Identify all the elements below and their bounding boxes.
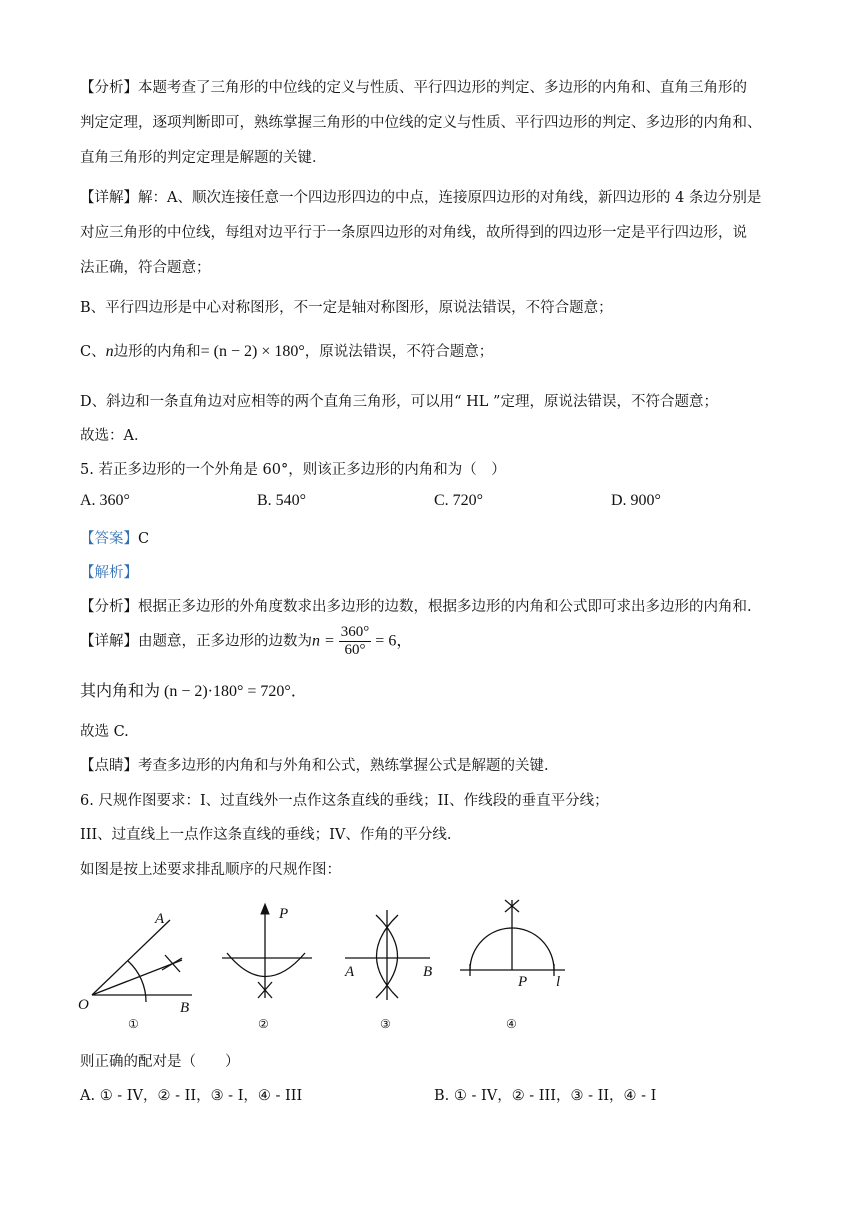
q4-c-suffix: ，原说法错误，不符合题意； [304, 344, 494, 360]
q4-detail-text-1: 解：A、顺次连接任意一个四边形四边的中点，连接原四边形的对角线，新四边形的 4 条边分别是 [138, 190, 762, 206]
q5-eq-right: = 6， [375, 632, 413, 650]
fig3-label-a: A [345, 964, 355, 980]
answer-tag: 【答案】 [80, 531, 138, 547]
fig1-ray-oa [92, 920, 170, 995]
q6-question: 则正确的配对是（ ） [80, 1054, 240, 1070]
fig4-label-p: P [518, 974, 528, 990]
q6-construction-figures [0, 890, 868, 1040]
q4-option-c-line [80, 340, 493, 361]
fig1-cross-2 [162, 958, 182, 970]
fig1-arc [128, 961, 146, 1002]
q6-option-b: B. ① - IV，② - III，③ - II，④ - I [434, 1088, 657, 1104]
q5-comment-text: 考查多边形的内角和与外角和公式，熟练掌握公式是解题的关键. [138, 758, 549, 774]
q5-option-d: D. 900° [611, 492, 661, 509]
fig2-label-p: P [279, 906, 289, 922]
q4-option-b-line: B、平行四边形是中心对称图形，不一定是轴对称图形，原说法错误，不符合题意； [80, 300, 613, 316]
fig4-number: ④ [506, 1017, 517, 1031]
q5-analysis-text: 根据正多边形的外角度数求出多边形的边数，根据多边形的内角和公式即可求出多边形的内角和. [138, 599, 752, 615]
analysis-tag: 【分析】 [80, 80, 138, 96]
fig2-number: ② [258, 1017, 269, 1031]
q4-option-d-line: D、斜边和一条直角边对应相等的两个直角三角形，可以用“ HL ”定理，原说法错误，不符合题意； [80, 394, 718, 410]
q5-explain-tag: 【解析】 [80, 565, 138, 581]
fig3-label-b: B [423, 964, 433, 980]
fig1-label-a: A [155, 911, 165, 927]
q5-frac-den: 60° [344, 642, 366, 658]
q4-analysis-line-3: 直角三角形的判定定理是解题的关键． [80, 150, 327, 166]
q5-answer-value: C [138, 531, 150, 547]
fig2-arrow [261, 904, 269, 914]
q5-stem: 5. 若正多边形的一个外角是 60°，则该正多边形的内角和为（ ） [80, 462, 506, 478]
fig4-label-l: l [556, 974, 561, 990]
q5-detail-prefix: 由题意，正多边形的边数为 [138, 633, 312, 650]
q4-analysis-line-1 [80, 76, 747, 97]
q5-analysis-line [80, 595, 752, 616]
q5-answer-line [80, 527, 149, 548]
q5-option-a: A. 360° [80, 492, 130, 509]
q4-analysis-line-2: 判定定理，逐项判断即可，熟练掌握三角形的中位线的定义与性质、平行四边形的判定、多边形的内角和、 [80, 115, 762, 131]
q5-sum-line: 其内角和为 (n − 2)·180° = 720°． [80, 683, 307, 700]
fig2-arc [227, 953, 305, 977]
fig3-number: ③ [380, 1017, 391, 1031]
comment-tag: 【点睛】 [80, 758, 138, 774]
detail-tag: 【详解】 [80, 190, 138, 206]
q5-frac-num: 360° [340, 624, 370, 640]
q4-detail-line-1 [80, 186, 761, 207]
fig1-label-b: B [180, 1000, 190, 1016]
q6-stem-line-3: 如图是按上述要求排乱顺序的尺规作图： [80, 862, 341, 878]
q4-c-mid: 边形的内角和 [113, 344, 201, 360]
analysis-tag: 【分析】 [80, 599, 138, 615]
fig1-label-o: O [78, 997, 89, 1013]
q5-comment-line [80, 754, 549, 775]
q4-c-formula: = (n − 2) × 180° [200, 343, 305, 360]
q4-choose: 故选：A． [80, 428, 149, 444]
q5-fraction [339, 624, 372, 659]
q5-detail-line [80, 624, 412, 659]
q6-stem-line-2: III、过直线上一点作这条直线的垂线；IV、作角的平分线. [80, 827, 452, 843]
q5-option-c: C. 720° [434, 492, 484, 509]
fig1-number: ① [128, 1017, 139, 1031]
q6-option-a: A. ① - IV，② - II，③ - I，④ - III [80, 1088, 303, 1104]
q4-detail-line-2: 对应三角形的中位线，每组对边平行于一条原四边形的对角线，故所得到的四边形一定是平行四边形，说 [80, 225, 747, 241]
detail-tag: 【详解】 [80, 633, 138, 650]
q4-detail-line-3: 法正确，符合题意； [80, 260, 211, 276]
fig1-bisector [92, 960, 182, 995]
q5-eq-left: n = [312, 632, 335, 650]
q4-c-prefix: C、 [80, 344, 106, 360]
q5-choose: 故选 C. [80, 724, 129, 740]
q4-analysis-text-1: 本题考查了三角形的中位线的定义与性质、平行四边形的判定、多边形的内角和、直角三角形的 [138, 80, 747, 96]
q5-option-b: B. 540° [257, 492, 307, 509]
q4-c-n: n [105, 343, 114, 360]
q6-stem-line-1: 6. 尺规作图要求：I、过直线外一点作这条直线的垂线；II、作线段的垂直平分线； [80, 793, 609, 809]
